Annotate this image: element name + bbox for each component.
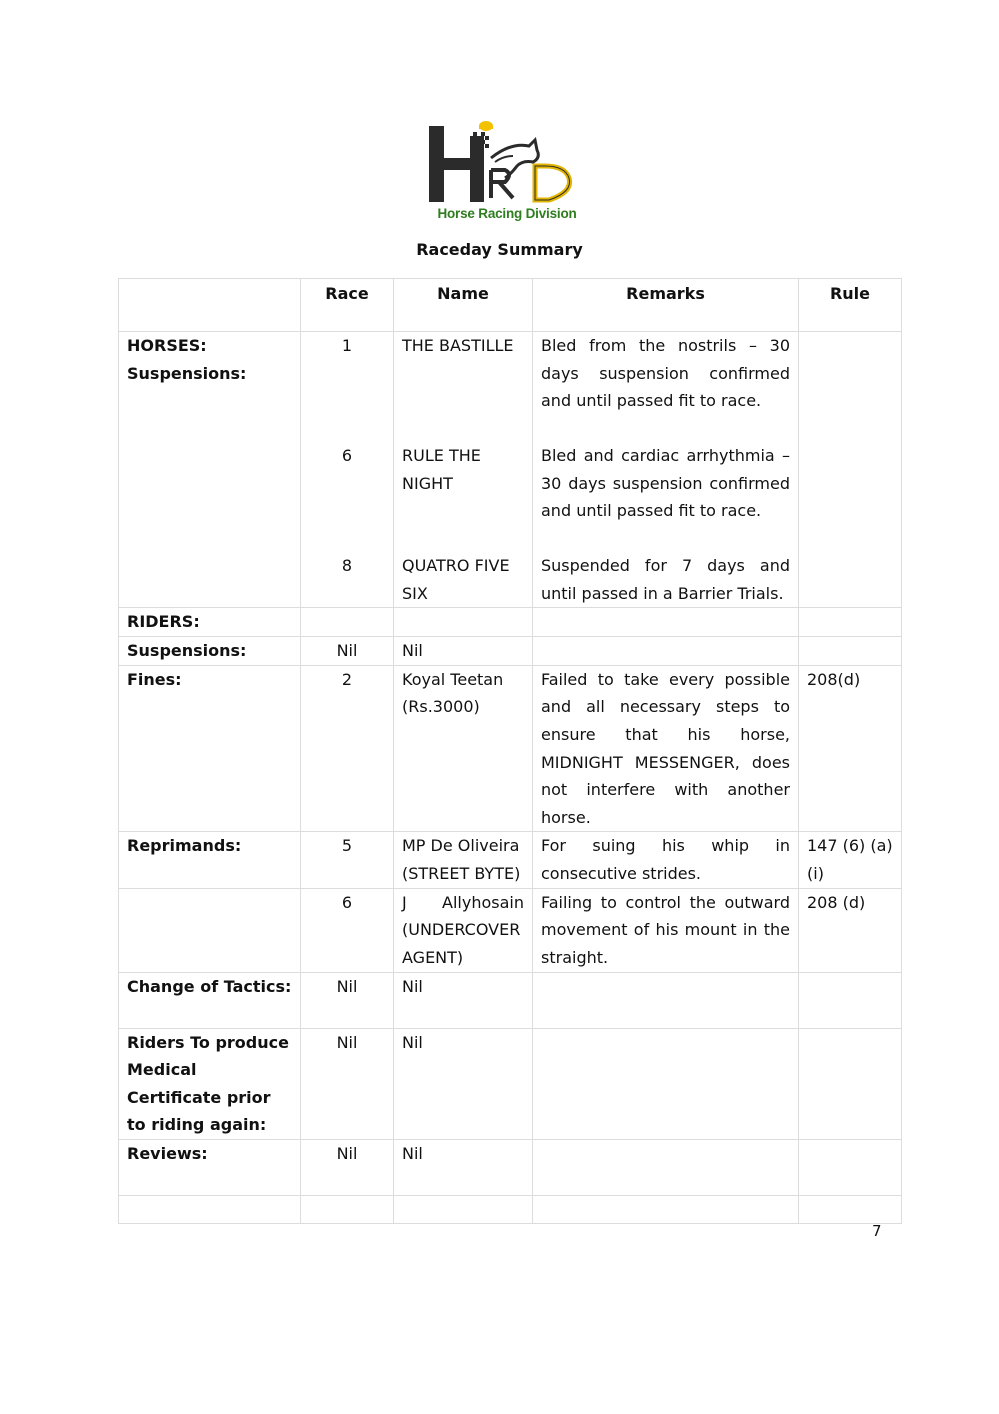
cell-name [394, 332, 533, 608]
row-label-riders: RIDERS: [119, 608, 301, 637]
table-row-reviews [119, 1139, 902, 1195]
table-row-medical-certificate [119, 1028, 902, 1139]
remark-text: Bled from the nostrils – 30 days suspension confirmed and until passed fit to race. [541, 336, 790, 411]
cell-remarks: For suing his whip in consecutive strides. [533, 832, 799, 888]
row-label: Reprimands: [119, 832, 301, 888]
hrd-logo [425, 118, 585, 226]
label-horses: HORSES: [127, 336, 207, 355]
cell-race: Nil [301, 1139, 394, 1195]
race-entry: 1 [341, 336, 353, 355]
cell-rule: 147 (6) (a) (i) [799, 832, 902, 888]
cell-rule: 208 (d) [799, 888, 902, 972]
cell-name: Nil [394, 1139, 533, 1195]
table-row-horses-suspensions [119, 332, 902, 608]
cell-race: 5 [301, 832, 394, 888]
table-row-riders [119, 608, 902, 637]
table-row-reprimands [119, 832, 902, 888]
cell-race [301, 332, 394, 608]
cell-race: 6 [301, 888, 394, 972]
cell-rule [799, 608, 902, 637]
cell-name: Koyal Teetan (Rs.3000) [394, 665, 533, 832]
cell-rule [799, 1139, 902, 1195]
cell-remarks: Failed to take every possible and all necessary steps to ensure that his horse, MIDNIGHT MESSENGER, does not interfere with another horse. [533, 665, 799, 832]
cell-race: 2 [301, 665, 394, 832]
row-label: Fines: [119, 665, 301, 832]
cell-empty [533, 1195, 799, 1223]
column-header-name: Name [394, 279, 533, 332]
page-number: 7 [872, 1222, 882, 1240]
remark-text: Bled and cardiac arrhythmia – 30 days suspension confirmed and until passed fit to race. [541, 446, 790, 521]
remark-text: Suspended for 7 days and until passed in a Barrier Trials. [541, 556, 790, 603]
cell-name: Nil [394, 1028, 533, 1139]
logo-text: Horse Racing Division [437, 206, 577, 221]
cell-name: Nil [394, 972, 533, 1028]
horse-name: QUATRO FIVE SIX [402, 556, 510, 603]
horse-name: RULE THE NIGHT [402, 446, 481, 493]
label-horse-suspensions: Suspensions: [127, 363, 247, 383]
column-header-remarks: Remarks [533, 279, 799, 332]
cell-race: Nil [301, 1028, 394, 1139]
cell-remarks [533, 1139, 799, 1195]
cell-empty [301, 1195, 394, 1223]
cell-remarks [533, 608, 799, 637]
table-row-change-of-tactics [119, 972, 902, 1028]
table-row-empty [119, 1195, 902, 1223]
cell-name: J Allyhosain (UNDERCOVER AGENT) [394, 888, 533, 972]
cell-rule [799, 636, 902, 665]
table-header-row [119, 279, 902, 332]
cell-race [301, 608, 394, 637]
row-label-horses [119, 332, 301, 608]
cell-name [394, 608, 533, 637]
row-label [119, 888, 301, 972]
row-label: Reviews: [119, 1139, 301, 1195]
row-label: Riders To produce Medical Certificate prior to riding again: [119, 1028, 301, 1139]
cell-name: Nil [394, 636, 533, 665]
column-header-rule: Rule [799, 279, 902, 332]
cell-rule [799, 332, 902, 608]
table-row-rider-suspensions [119, 636, 902, 665]
cell-rule [799, 1028, 902, 1139]
race-entry: 8 [341, 556, 353, 575]
cell-race: Nil [301, 972, 394, 1028]
cell-remarks [533, 332, 799, 608]
horse-name: THE BASTILLE [402, 336, 514, 355]
row-label: Change of Tactics: [119, 972, 301, 1028]
cell-rule [799, 972, 902, 1028]
row-label: Suspensions: [119, 636, 301, 665]
hrd-logo-graphic [425, 118, 585, 210]
column-header-category [119, 279, 301, 332]
raceday-summary-table [118, 278, 902, 1224]
cell-remarks [533, 1028, 799, 1139]
race-entry: 6 [341, 446, 353, 465]
table-row-fines [119, 665, 902, 832]
cell-empty [799, 1195, 902, 1223]
cell-remarks [533, 636, 799, 665]
cell-name: MP De Oliveira (STREET BYTE) [394, 832, 533, 888]
cell-empty [394, 1195, 533, 1223]
table-row-reprimands-2 [119, 888, 902, 972]
column-header-race: Race [301, 279, 394, 332]
cell-race: Nil [301, 636, 394, 665]
cell-empty [119, 1195, 301, 1223]
cell-remarks: Failing to control the outward movement of his mount in the straight. [533, 888, 799, 972]
cell-rule: 208(d) [799, 665, 902, 832]
page-title: Raceday Summary [416, 240, 583, 259]
cell-remarks [533, 972, 799, 1028]
